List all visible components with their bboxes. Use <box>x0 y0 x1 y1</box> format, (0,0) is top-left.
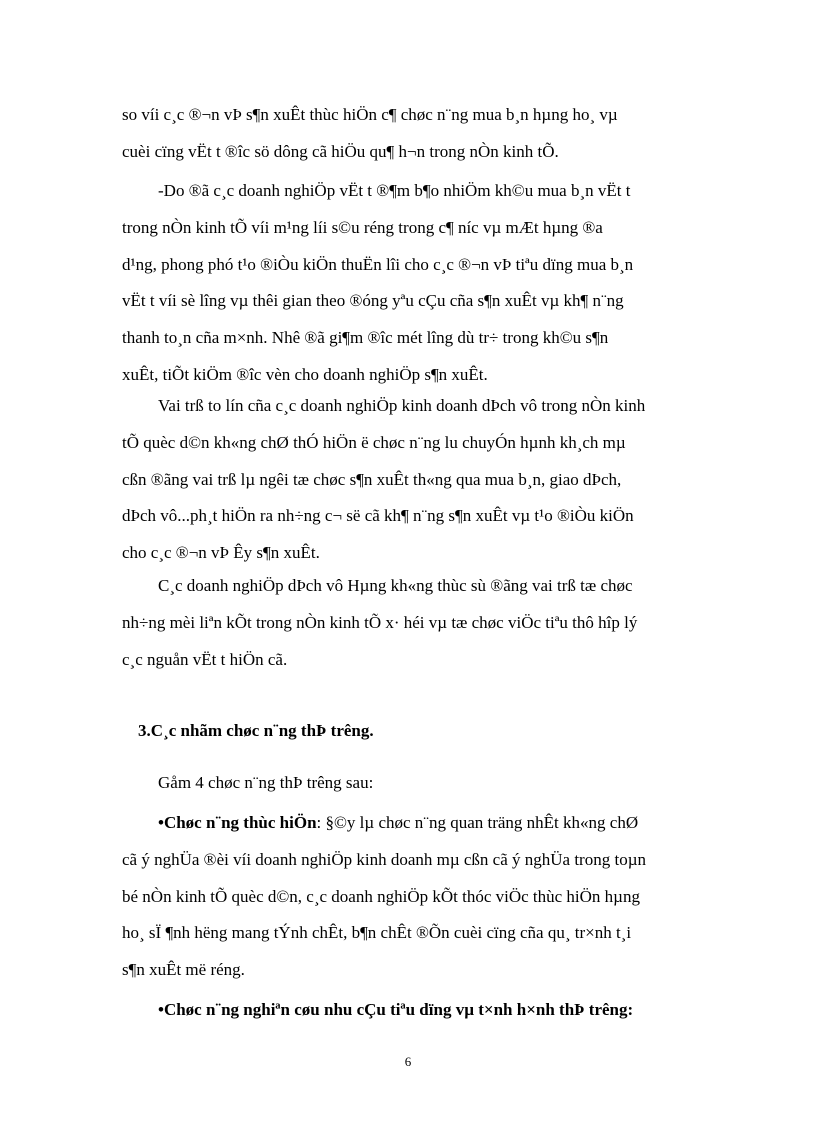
text-line: C¸c doanh nghiÖp dÞch vô Hµng kh«ng thùc sù ®ãng vai trß tæ chøc <box>158 576 633 595</box>
text-line: cho c¸c ®¬n vÞ Êy s¶n xuÊt. <box>122 543 320 563</box>
intro-paragraph <box>122 765 696 802</box>
paragraph-2 <box>122 173 696 394</box>
function-1-text: : §©y lµ chøc n¨ng quan träng nhÊt kh«ng chØ <box>316 813 639 832</box>
text-line: Gåm 4 chøc n¨ng thÞ trêng sau: <box>158 773 374 792</box>
text-line: bé nÒn kinh tÕ quèc d©n, c¸c doanh nghiÖp kÕt thóc viÖc thùc hiÖn hµng <box>122 886 640 906</box>
function-2-paragraph <box>122 992 696 1029</box>
text-line: thanh to¸n cña m×nh. Nhê ®ã gi¶m ®îc mét lîng dù tr÷ trong kh©u s¶n <box>122 328 609 348</box>
paragraph-1 <box>122 97 696 171</box>
text-line: cuèi cïng vËt t ®îc sö dông cã hiÖu qu¶ h¬n trong nÒn kinh tÕ. <box>122 141 559 161</box>
text-line: d¹ng, phong phó t¹o ®iÒu kiÖn thuËn lîi cho c¸c ®¬n vÞ tiªu dïng mua b¸n <box>122 254 634 274</box>
function-1-paragraph <box>122 805 696 989</box>
text-line: trong nÒn kinh tÕ víi m¹ng líi s©u réng trong c¶ níc vµ mÆt hµng ®a <box>122 217 603 237</box>
page-number: 6 <box>404 1054 412 1069</box>
function-2-title: Chøc n¨ng nghiªn cøu nhu cÇu tiªu dïng vµ t×nh h×nh thÞ trêng: <box>163 1000 634 1019</box>
text-line: -Do ®ã c¸c doanh nghiÖp vËt t ®¶m b¶o nhiÖm kh©u mua b¸n vËt t <box>158 181 631 200</box>
text-line <box>122 805 696 842</box>
text-line: so víi c¸c ®¬n vÞ s¶n xuÊt thùc hiÖn c¶ chøc n¨ng mua b¸n hµng ho¸ vµ <box>122 105 618 124</box>
text-line <box>122 992 696 1029</box>
text-line: xuÊt, tiÕt kiÖm ®îc vèn cho doanh nghiÖp s¶n xuÊt. <box>122 364 488 384</box>
text-line: nh÷ng mèi liªn kÕt trong nÒn kinh tÕ x· héi vµ tæ chøc viÖc tiªu thô hîp lý <box>122 612 638 632</box>
paragraph-3 <box>122 388 696 572</box>
function-1-title: Chøc n¨ng thùc hiÖn <box>163 813 317 832</box>
text-line: dÞch vô...ph¸t hiÖn ra nh÷ng c¬ së cã kh¶ n¨ng s¶n xuÊt vµ t¹o ®iÒu kiÖn <box>122 506 634 526</box>
section-heading: 3.C¸c nhãm chøc n¨ng thÞ trêng. <box>138 721 374 740</box>
text-line: c¸c nguån vËt t hiÖn cã. <box>122 649 288 669</box>
bullet: • <box>158 1000 164 1019</box>
paragraph-4 <box>122 568 696 678</box>
text-line: vËt t víi sè lîng vµ thêi gian theo ®óng yªu cÇu cña s¶n xuÊt vµ kh¶ n¨ng <box>122 291 624 311</box>
bullet: • <box>158 813 164 832</box>
text-line: s¶n xuÊt më réng. <box>122 960 245 980</box>
text-line: cßn ®ãng vai trß lµ ngêi tæ chøc s¶n xuÊt th«ng qua mua b¸n, giao dÞch, <box>122 469 622 489</box>
text-line: ho¸ sÏ ¶nh hëng mang tÝnh chÊt, b¶n chÊt ®Õn cuèi cïng cña qu¸ tr×nh t¸i <box>122 923 632 943</box>
text-line: Vai trß to lín cña c¸c doanh nghiÖp kinh doanh dÞch vô trong nÒn kinh <box>158 396 646 415</box>
text-line: cã ý nghÜa ®èi víi doanh nghiÖp kinh doanh mµ cßn cã ý nghÜa trong toµn <box>122 849 646 869</box>
text-line: tÕ quèc d©n kh«ng chØ thÓ hiÖn ë chøc n¨ng lu chuyÓn hµnh kh¸ch mµ <box>122 432 626 452</box>
